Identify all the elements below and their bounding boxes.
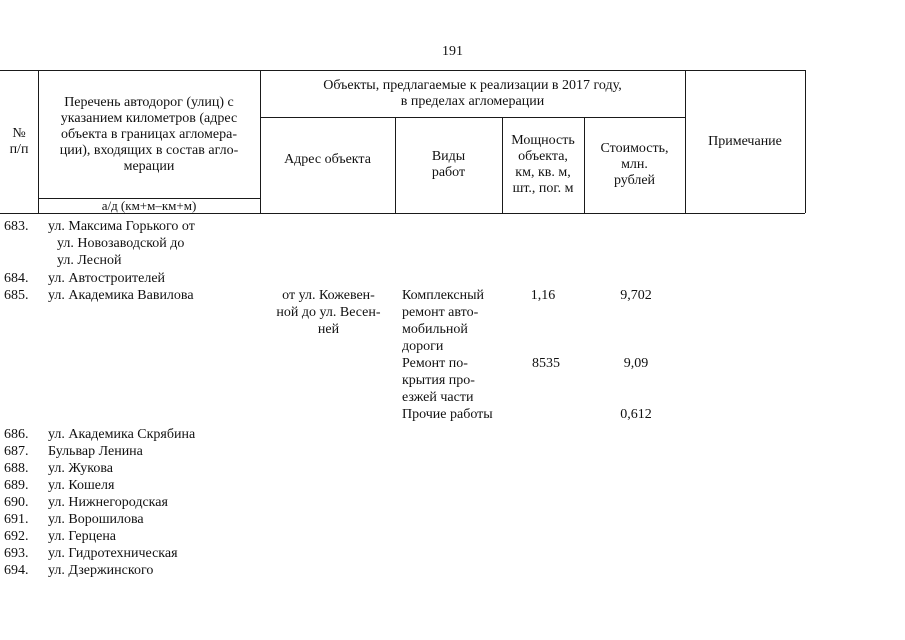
work-type-line: Комплексный — [402, 288, 484, 303]
road-name-line: ул. Новозаводской до — [57, 236, 185, 251]
row-road-name: ул. Академика Вавилова — [48, 288, 194, 303]
header-list-line: ции), входящих в состав агло- — [59, 143, 239, 158]
header-cost — [584, 117, 685, 213]
object-address — [262, 287, 395, 338]
address-line: ной до ул. Весен- — [276, 305, 381, 320]
work-type-line: дороги — [402, 339, 444, 354]
header-objects-line: Объекты, предлагаемые к реализации в 2017 году, — [323, 78, 622, 93]
row-road-name: ул. Ворошилова — [48, 512, 144, 527]
row-road-name: ул. Академика Скрябина — [48, 427, 196, 442]
row-road-name: ул. Кошеля — [48, 478, 115, 493]
header-capacity-line: Мощность — [511, 133, 575, 148]
work-type-line: езжей части — [402, 390, 474, 405]
rule — [685, 70, 805, 71]
rule — [805, 70, 806, 213]
row-number: 683. — [4, 219, 29, 234]
header-cost-line: млн. — [621, 157, 648, 172]
row-road-name — [48, 218, 195, 269]
header-list-line: мерации — [123, 159, 175, 174]
header-num-line: п/п — [9, 141, 29, 157]
header-list-line: указанием километров (адрес — [60, 111, 238, 126]
header-capacity — [502, 117, 584, 213]
work-capacity: 1,16 — [530, 288, 556, 303]
row-number: 686. — [4, 427, 29, 442]
row-road-name: ул. Нижнегородская — [48, 495, 168, 510]
header-works-line: Виды — [431, 149, 466, 164]
road-name-line: ул. Максима Горького от — [48, 219, 195, 234]
work-type — [402, 355, 475, 406]
address-line: от ул. Кожевен- — [282, 288, 375, 303]
work-cost: 9,702 — [620, 288, 652, 303]
header-capacity-line: шт., пог. м — [512, 181, 574, 196]
work-type — [402, 287, 484, 355]
work-capacity: 8535 — [532, 356, 560, 371]
row-number: 689. — [4, 478, 29, 493]
address-line: ней — [317, 322, 340, 337]
row-road-name: ул. Герцена — [48, 529, 117, 544]
header-note: Примечание — [708, 134, 782, 149]
rule — [0, 70, 685, 71]
header-num-line: № — [12, 125, 26, 141]
work-type: Прочие работы — [402, 407, 493, 422]
work-cost: 0,612 — [620, 407, 652, 422]
work-type-line: мобильной — [402, 322, 468, 337]
row-road-name: Бульвар Ленина — [48, 444, 143, 459]
road-name-line: ул. Лесной — [57, 253, 122, 268]
header-list — [38, 78, 260, 192]
row-number: 693. — [4, 546, 29, 561]
header-capacity-line: км, кв. м, — [515, 165, 571, 180]
row-number: 690. — [4, 495, 29, 510]
header-list-sub: а/д (км+м–км+м) — [101, 197, 197, 213]
row-road-name: ул. Гидротехническая — [48, 546, 178, 561]
header-objects-line: в пределах агломерации — [400, 94, 545, 109]
row-road-name: ул. Автостроителей — [48, 271, 166, 286]
header-list-line: объекта в границах агломера- — [60, 127, 237, 142]
header-num — [0, 70, 38, 213]
header-cost-line: рублей — [613, 173, 656, 188]
row-road-name: ул. Жукова — [48, 461, 113, 476]
header-capacity-line: объекта, — [518, 149, 568, 164]
header-works — [395, 117, 502, 213]
header-works-line: работ — [431, 165, 466, 180]
row-number: 692. — [4, 529, 29, 544]
header-list-line: Перечень автодорог (улиц) с — [64, 95, 234, 110]
row-number: 684. — [4, 271, 29, 286]
row-number: 691. — [4, 512, 29, 527]
row-number: 687. — [4, 444, 29, 459]
header-address: Адрес объекта — [284, 152, 371, 167]
work-type-line: ремонт авто- — [402, 305, 479, 320]
work-type-line: крытия про- — [402, 373, 475, 388]
page-number: 191 — [442, 44, 463, 59]
row-number: 685. — [4, 288, 29, 303]
work-cost: 9,09 — [623, 356, 649, 371]
row-number: 694. — [4, 563, 29, 578]
header-objects — [260, 72, 685, 116]
header-cost-line: Стоимость, — [600, 141, 669, 156]
row-road-name: ул. Дзержинского — [48, 563, 154, 578]
work-type-line: Ремонт по- — [402, 356, 468, 371]
row-number: 688. — [4, 461, 29, 476]
